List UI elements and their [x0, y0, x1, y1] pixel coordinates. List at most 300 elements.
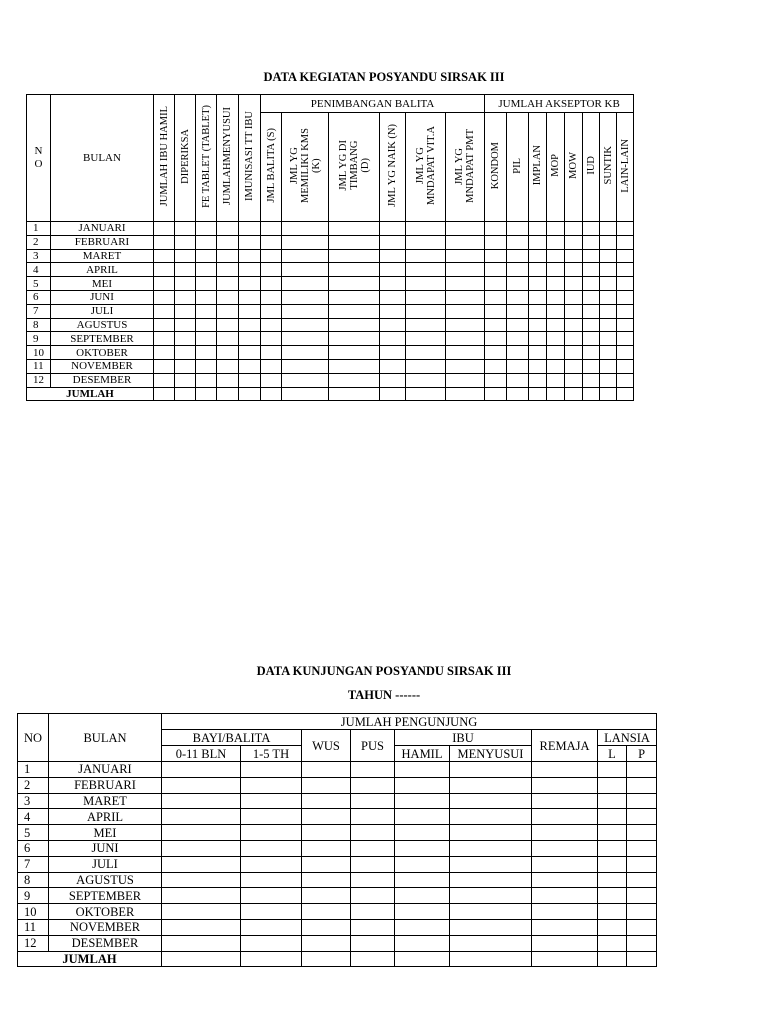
data-cell — [162, 809, 241, 825]
data-cell — [351, 856, 395, 872]
header-lansia: LANSIA — [598, 730, 657, 746]
data-cell — [380, 304, 406, 318]
row-bulan: MEI — [51, 277, 154, 291]
data-cell — [532, 840, 598, 856]
data-cell — [617, 332, 634, 346]
data-cell — [282, 290, 329, 304]
data-cell — [627, 777, 657, 793]
data-cell — [485, 359, 507, 373]
header-mop: MOP — [547, 113, 565, 222]
data-cell — [380, 222, 406, 236]
data-cell — [547, 318, 565, 332]
data-cell — [241, 825, 302, 841]
data-cell — [302, 856, 351, 872]
data-cell — [175, 318, 196, 332]
data-cell — [485, 277, 507, 291]
header-penimbangan-balita: PENIMBANGAN BALITA — [261, 95, 485, 113]
data-cell — [600, 290, 617, 304]
data-cell — [485, 249, 507, 263]
data-cell — [583, 249, 600, 263]
data-cell — [162, 777, 241, 793]
data-cell — [446, 249, 485, 263]
data-cell — [485, 318, 507, 332]
data-cell — [446, 290, 485, 304]
table-row — [18, 872, 657, 888]
table-row — [27, 318, 634, 332]
data-cell — [598, 919, 627, 935]
data-cell — [598, 888, 627, 904]
data-cell — [241, 762, 302, 778]
data-cell — [282, 346, 329, 360]
data-cell — [395, 809, 450, 825]
data-cell — [406, 332, 446, 346]
row-no: 3 — [18, 793, 49, 809]
header-imunisasi: IMUNISASI TT IBU — [239, 95, 261, 222]
header-jml-kms: JML YG MEMILIKI KMS (K) — [282, 113, 329, 222]
data-cell — [627, 919, 657, 935]
header-jml-vita: JML YG MNDAPAT VIT.A — [406, 113, 446, 222]
row-bulan: JANUARI — [51, 222, 154, 236]
data-cell — [529, 235, 547, 249]
data-cell — [507, 249, 529, 263]
data-cell — [380, 318, 406, 332]
data-cell — [282, 359, 329, 373]
kunjungan-table-body — [18, 762, 657, 952]
header-no: NO — [18, 714, 49, 762]
data-cell — [617, 304, 634, 318]
data-cell — [217, 235, 239, 249]
data-cell — [450, 935, 532, 951]
kegiatan-table-body — [27, 222, 634, 388]
header-iud: IUD — [583, 113, 600, 222]
data-cell — [395, 840, 450, 856]
data-cell — [529, 346, 547, 360]
kunjungan-total-label: JUMLAH — [18, 951, 162, 967]
data-cell — [565, 332, 583, 346]
data-cell — [600, 277, 617, 291]
row-bulan: FEBRUARI — [49, 777, 162, 793]
data-cell — [565, 235, 583, 249]
data-cell — [196, 263, 217, 277]
data-cell — [547, 290, 565, 304]
row-no: 11 — [18, 919, 49, 935]
data-cell — [598, 762, 627, 778]
row-bulan: JUNI — [51, 290, 154, 304]
row-bulan: SEPTEMBER — [51, 332, 154, 346]
data-cell — [617, 263, 634, 277]
data-cell — [583, 373, 600, 387]
data-cell — [406, 222, 446, 236]
data-cell — [261, 346, 282, 360]
data-cell — [217, 359, 239, 373]
data-cell — [162, 825, 241, 841]
row-no: 11 — [27, 359, 51, 373]
data-cell — [485, 263, 507, 277]
header-age-1-5: 1-5 TH — [241, 746, 302, 762]
data-cell — [485, 373, 507, 387]
row-no: 10 — [18, 904, 49, 920]
data-cell — [217, 346, 239, 360]
data-cell — [617, 277, 634, 291]
data-cell — [532, 809, 598, 825]
data-cell — [446, 346, 485, 360]
header-age-0-11: 0-11 BLN — [162, 746, 241, 762]
data-cell — [162, 793, 241, 809]
data-cell — [380, 346, 406, 360]
data-cell — [282, 318, 329, 332]
data-cell — [617, 290, 634, 304]
data-cell — [261, 359, 282, 373]
data-cell — [507, 304, 529, 318]
data-cell — [507, 373, 529, 387]
data-cell — [565, 249, 583, 263]
kegiatan-total-row — [27, 387, 634, 401]
data-cell — [217, 332, 239, 346]
data-cell — [175, 290, 196, 304]
row-bulan: OKTOBER — [51, 346, 154, 360]
header-bulan: BULAN — [49, 714, 162, 762]
data-cell — [239, 290, 261, 304]
data-cell — [162, 888, 241, 904]
data-cell — [532, 935, 598, 951]
table-row — [27, 332, 634, 346]
data-cell — [547, 277, 565, 291]
table-row — [27, 235, 634, 249]
data-cell — [329, 277, 380, 291]
data-cell — [406, 359, 446, 373]
data-cell — [600, 318, 617, 332]
data-cell — [583, 304, 600, 318]
row-no: 9 — [18, 888, 49, 904]
data-cell — [598, 872, 627, 888]
row-no: 1 — [18, 762, 49, 778]
data-cell — [241, 919, 302, 935]
data-cell — [329, 222, 380, 236]
data-cell — [507, 277, 529, 291]
row-no: 9 — [27, 332, 51, 346]
data-cell — [241, 793, 302, 809]
row-no: 5 — [27, 277, 51, 291]
row-bulan: APRIL — [51, 263, 154, 277]
data-cell — [529, 318, 547, 332]
header-bayi-balita: BAYI/BALITA — [162, 730, 302, 746]
data-cell — [154, 222, 175, 236]
data-cell — [446, 304, 485, 318]
kunjungan-table — [17, 713, 657, 967]
data-cell — [627, 825, 657, 841]
data-cell — [485, 346, 507, 360]
data-cell — [162, 935, 241, 951]
data-cell — [282, 222, 329, 236]
header-pus: PUS — [351, 730, 395, 762]
data-cell — [450, 777, 532, 793]
data-cell — [196, 346, 217, 360]
data-cell — [547, 346, 565, 360]
data-cell — [532, 793, 598, 809]
data-cell — [627, 840, 657, 856]
data-cell — [583, 235, 600, 249]
data-cell — [565, 318, 583, 332]
data-cell — [406, 277, 446, 291]
data-cell — [446, 373, 485, 387]
header-kondom: KONDOM — [485, 113, 507, 222]
data-cell — [175, 304, 196, 318]
data-cell — [406, 263, 446, 277]
table-row — [27, 346, 634, 360]
data-cell — [450, 872, 532, 888]
data-cell — [395, 872, 450, 888]
row-no: 10 — [27, 346, 51, 360]
data-cell — [241, 777, 302, 793]
row-bulan: AGUSTUS — [49, 872, 162, 888]
data-cell — [529, 304, 547, 318]
data-cell — [302, 872, 351, 888]
header-jumlah-menyusui: JUMLAHMENYUSUI — [217, 95, 239, 222]
data-cell — [485, 304, 507, 318]
row-no: 7 — [27, 304, 51, 318]
data-cell — [617, 222, 634, 236]
header-p: P — [627, 746, 657, 762]
data-cell — [282, 277, 329, 291]
data-cell — [627, 872, 657, 888]
data-cell — [395, 935, 450, 951]
table-row — [18, 825, 657, 841]
data-cell — [395, 825, 450, 841]
table-row — [27, 290, 634, 304]
kegiatan-title: DATA KEGIATAN POSYANDU SIRSAK III — [263, 70, 505, 84]
data-cell — [406, 235, 446, 249]
row-bulan: DESEMBER — [51, 373, 154, 387]
data-cell — [154, 263, 175, 277]
data-cell — [583, 318, 600, 332]
data-cell — [485, 332, 507, 346]
data-cell — [529, 332, 547, 346]
row-no: 6 — [27, 290, 51, 304]
data-cell — [380, 235, 406, 249]
data-cell — [380, 290, 406, 304]
data-cell — [302, 840, 351, 856]
data-cell — [351, 888, 395, 904]
data-cell — [196, 373, 217, 387]
data-cell — [329, 359, 380, 373]
data-cell — [261, 304, 282, 318]
data-cell — [600, 235, 617, 249]
data-cell — [532, 856, 598, 872]
data-cell — [302, 888, 351, 904]
data-cell — [302, 777, 351, 793]
data-cell — [600, 373, 617, 387]
data-cell — [351, 919, 395, 935]
data-cell — [241, 809, 302, 825]
table-row — [18, 777, 657, 793]
data-cell — [617, 373, 634, 387]
data-cell — [154, 304, 175, 318]
row-bulan: AGUSTUS — [51, 318, 154, 332]
data-cell — [598, 809, 627, 825]
data-cell — [547, 235, 565, 249]
data-cell — [532, 919, 598, 935]
row-bulan: FEBRUARI — [51, 235, 154, 249]
data-cell — [450, 793, 532, 809]
data-cell — [598, 825, 627, 841]
data-cell — [217, 290, 239, 304]
kegiatan-total-label: JUMLAH — [27, 387, 154, 401]
data-cell — [507, 332, 529, 346]
data-cell — [351, 825, 395, 841]
data-cell — [154, 277, 175, 291]
data-cell — [446, 277, 485, 291]
kunjungan-title: DATA KUNJUNGAN POSYANDU SIRSAK III — [256, 664, 512, 678]
data-cell — [261, 332, 282, 346]
table-row — [27, 263, 634, 277]
data-cell — [598, 856, 627, 872]
data-cell — [598, 840, 627, 856]
row-no: 8 — [27, 318, 51, 332]
data-cell — [196, 249, 217, 263]
data-cell — [351, 762, 395, 778]
data-cell — [395, 762, 450, 778]
data-cell — [302, 793, 351, 809]
data-cell — [598, 793, 627, 809]
data-cell — [627, 762, 657, 778]
data-cell — [583, 222, 600, 236]
data-cell — [450, 762, 532, 778]
data-cell — [617, 359, 634, 373]
data-cell — [302, 935, 351, 951]
header-mow: MOW — [565, 113, 583, 222]
header-no: N O — [27, 95, 51, 222]
data-cell — [529, 277, 547, 291]
header-jml-timbang: JML YG DI TIMBANG (D) — [329, 113, 380, 222]
row-bulan: NOVEMBER — [49, 919, 162, 935]
data-cell — [406, 290, 446, 304]
table-row — [27, 277, 634, 291]
data-cell — [450, 919, 532, 935]
table-row — [18, 904, 657, 920]
data-cell — [627, 935, 657, 951]
data-cell — [600, 304, 617, 318]
table-row — [18, 793, 657, 809]
data-cell — [282, 332, 329, 346]
data-cell — [302, 762, 351, 778]
data-cell — [196, 332, 217, 346]
data-cell — [600, 332, 617, 346]
data-cell — [583, 263, 600, 277]
header-jml-naik: JML YG NAIK (N) — [380, 113, 406, 222]
data-cell — [302, 825, 351, 841]
data-cell — [450, 809, 532, 825]
data-cell — [600, 359, 617, 373]
header-lain-lain: LAIN-LAIN — [617, 113, 634, 222]
data-cell — [450, 856, 532, 872]
row-no: 6 — [18, 840, 49, 856]
data-cell — [351, 793, 395, 809]
header-bulan: BULAN — [51, 95, 154, 222]
data-cell — [329, 304, 380, 318]
data-cell — [617, 318, 634, 332]
data-cell — [175, 263, 196, 277]
data-cell — [406, 249, 446, 263]
data-cell — [583, 346, 600, 360]
header-jml-balita: JML BALITA (S) — [261, 113, 282, 222]
row-no: 2 — [18, 777, 49, 793]
row-no: 4 — [27, 263, 51, 277]
data-cell — [217, 373, 239, 387]
data-cell — [485, 290, 507, 304]
data-cell — [565, 359, 583, 373]
data-cell — [302, 904, 351, 920]
data-cell — [329, 235, 380, 249]
data-cell — [261, 235, 282, 249]
data-cell — [282, 249, 329, 263]
data-cell — [282, 263, 329, 277]
data-cell — [239, 346, 261, 360]
data-cell — [627, 793, 657, 809]
data-cell — [529, 222, 547, 236]
row-bulan: JULI — [51, 304, 154, 318]
data-cell — [507, 263, 529, 277]
data-cell — [217, 249, 239, 263]
data-cell — [547, 263, 565, 277]
data-cell — [261, 263, 282, 277]
data-cell — [329, 249, 380, 263]
data-cell — [302, 809, 351, 825]
data-cell — [217, 318, 239, 332]
data-cell — [239, 304, 261, 318]
data-cell — [329, 373, 380, 387]
data-cell — [241, 904, 302, 920]
data-cell — [446, 222, 485, 236]
data-cell — [196, 318, 217, 332]
data-cell — [329, 346, 380, 360]
data-cell — [406, 373, 446, 387]
data-cell — [565, 304, 583, 318]
row-no: 8 — [18, 872, 49, 888]
table-row — [27, 222, 634, 236]
data-cell — [196, 277, 217, 291]
data-cell — [565, 373, 583, 387]
data-cell — [627, 888, 657, 904]
data-cell — [239, 318, 261, 332]
data-cell — [598, 935, 627, 951]
data-cell — [239, 235, 261, 249]
data-cell — [239, 263, 261, 277]
header-fe-tablet: FE TABLET (TABLET) — [196, 95, 217, 222]
data-cell — [261, 222, 282, 236]
row-no: 12 — [27, 373, 51, 387]
data-cell — [565, 290, 583, 304]
data-cell — [395, 777, 450, 793]
row-no: 1 — [27, 222, 51, 236]
data-cell — [627, 809, 657, 825]
data-cell — [175, 249, 196, 263]
row-no: 12 — [18, 935, 49, 951]
data-cell — [261, 290, 282, 304]
table-row — [18, 888, 657, 904]
data-cell — [261, 277, 282, 291]
data-cell — [302, 919, 351, 935]
table-row — [27, 304, 634, 318]
data-cell — [175, 235, 196, 249]
data-cell — [583, 290, 600, 304]
data-cell — [583, 277, 600, 291]
data-cell — [154, 359, 175, 373]
data-cell — [154, 346, 175, 360]
data-cell — [239, 373, 261, 387]
data-cell — [175, 222, 196, 236]
data-cell — [329, 263, 380, 277]
header-pil: PIL — [507, 113, 529, 222]
